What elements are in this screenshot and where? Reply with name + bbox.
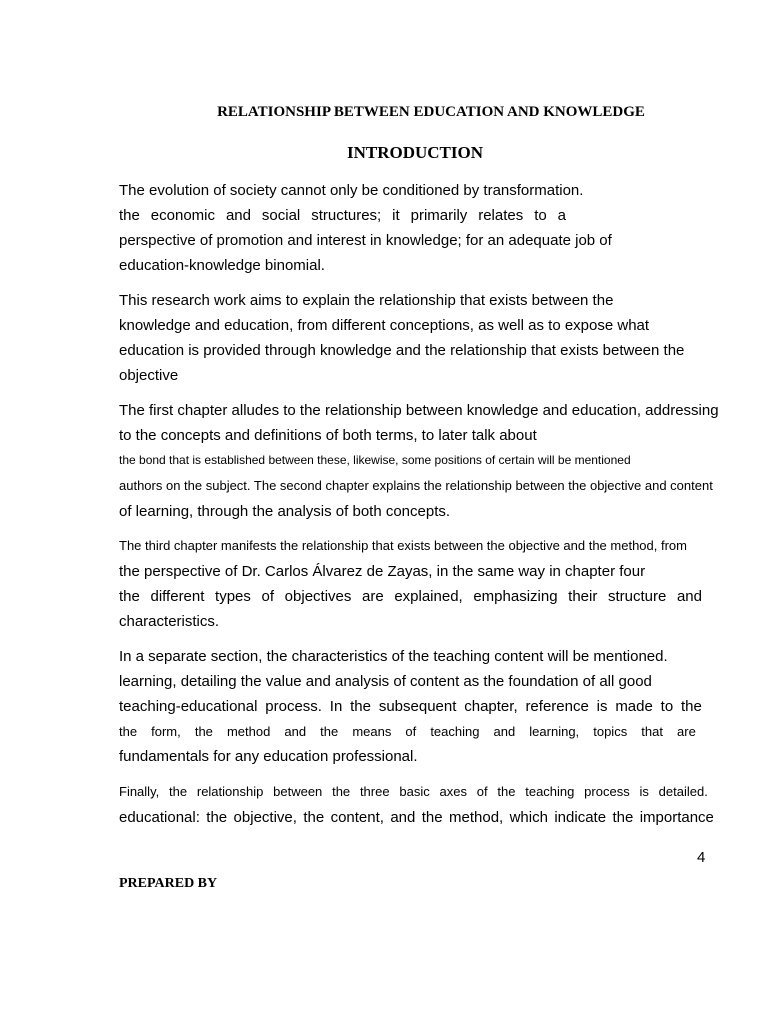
word: importance bbox=[639, 809, 714, 826]
word: objective, bbox=[233, 809, 297, 826]
text-line: fundamentals for any education professional. bbox=[119, 748, 418, 765]
word: the bbox=[119, 207, 140, 224]
word: subsequent bbox=[378, 698, 457, 715]
word: and bbox=[225, 207, 251, 224]
word: types bbox=[215, 588, 251, 605]
word: method bbox=[226, 724, 271, 739]
word: made bbox=[615, 698, 653, 715]
word: form, bbox=[151, 724, 181, 739]
text-line: The first chapter alludes to the relationship between knowledge and education, addressing bbox=[119, 402, 719, 419]
word: the bbox=[119, 724, 138, 739]
word: the bbox=[119, 588, 140, 605]
text-line: In a separate section, the characteristics of the teaching content will be mentioned. bbox=[119, 648, 668, 665]
word: that bbox=[641, 724, 663, 739]
page-number: 4 bbox=[697, 849, 706, 866]
word: the bbox=[320, 724, 339, 739]
word: objectives bbox=[284, 588, 352, 605]
justified-line bbox=[119, 698, 702, 715]
word: chapter, bbox=[464, 698, 518, 715]
text-line: This research work aims to explain the relationship that exists between the bbox=[119, 292, 614, 309]
word: topics bbox=[593, 724, 628, 739]
word: the bbox=[421, 809, 443, 826]
word: teaching-educational bbox=[119, 698, 258, 715]
word: the bbox=[206, 809, 228, 826]
word: three bbox=[359, 784, 390, 799]
word: the bbox=[612, 809, 634, 826]
word: teaching bbox=[430, 724, 480, 739]
prepared-by-label: PREPARED BY bbox=[119, 876, 218, 891]
word: is bbox=[596, 698, 608, 715]
section-heading: INTRODUCTION bbox=[346, 143, 484, 162]
text-line: the perspective of Dr. Carlos Álvarez de Zayas, in the same way in chapter four bbox=[119, 563, 646, 580]
word: different bbox=[150, 588, 205, 605]
word: to bbox=[534, 207, 547, 224]
word: axes bbox=[439, 784, 467, 799]
word: social bbox=[261, 207, 301, 224]
word: are bbox=[362, 588, 384, 605]
word: detailed. bbox=[658, 784, 708, 799]
word: the bbox=[194, 724, 213, 739]
word: learning, bbox=[529, 724, 580, 739]
text-line: of learning, through the analysis of both concepts. bbox=[119, 503, 451, 520]
word: primarily bbox=[410, 207, 468, 224]
word: the bbox=[681, 698, 702, 715]
text-line: The evolution of society cannot only be conditioned by transformation. bbox=[119, 182, 584, 199]
document-title: RELATIONSHIP BETWEEN EDUCATION AND KNOWLEDGE bbox=[217, 104, 645, 120]
text-line: education-knowledge binomial. bbox=[119, 257, 325, 274]
word: and bbox=[493, 724, 516, 739]
justified-line bbox=[119, 809, 714, 826]
word: process. bbox=[265, 698, 322, 715]
word: and bbox=[676, 588, 702, 605]
word: which bbox=[509, 809, 548, 826]
word: between bbox=[273, 784, 323, 799]
text-line: objective bbox=[119, 367, 179, 384]
text-line: to the concepts and definitions of both terms, to later talk about bbox=[119, 427, 537, 444]
justified-line bbox=[119, 784, 708, 799]
word: basic bbox=[399, 784, 430, 799]
word: to bbox=[660, 698, 674, 715]
word: indicate bbox=[554, 809, 607, 826]
text-line: the bond that is established between these, likewise, some positions of certain will be mentioned bbox=[119, 453, 631, 467]
word: structure bbox=[607, 588, 667, 605]
word: emphasizing bbox=[473, 588, 558, 605]
text-line: authors on the subject. The second chapter explains the relationship between the objective and content bbox=[119, 478, 713, 493]
word: structures; bbox=[311, 207, 382, 224]
justified-line bbox=[119, 724, 696, 739]
word: the bbox=[169, 784, 188, 799]
word: content, bbox=[330, 809, 384, 826]
word: and bbox=[284, 724, 307, 739]
word: process bbox=[584, 784, 630, 799]
word: educational: bbox=[119, 809, 200, 826]
text-line: perspective of promotion and interest in knowledge; for an adequate job of bbox=[119, 232, 612, 249]
text-line: learning, detailing the value and analysis of content as the foundation of all good bbox=[119, 673, 652, 690]
text-line: The third chapter manifests the relationship that exists between the objective and the method, from bbox=[119, 538, 687, 553]
text-line: characteristics. bbox=[119, 613, 220, 630]
word: are bbox=[677, 724, 696, 739]
word: the bbox=[497, 784, 516, 799]
word: teaching bbox=[525, 784, 575, 799]
word: the bbox=[303, 809, 325, 826]
word: is bbox=[639, 784, 649, 799]
text-line: education is provided through knowledge and the relationship that exists between the bbox=[119, 342, 685, 359]
justified-line bbox=[119, 588, 702, 605]
word: their bbox=[568, 588, 598, 605]
word: explained, bbox=[394, 588, 463, 605]
word: and bbox=[390, 809, 416, 826]
word: of bbox=[261, 588, 275, 605]
text-line: knowledge and education, from different conceptions, as well as to expose what bbox=[119, 317, 650, 334]
word: economic bbox=[150, 207, 215, 224]
word: a bbox=[557, 207, 566, 224]
word: method, bbox=[449, 809, 504, 826]
word: relates bbox=[478, 207, 524, 224]
word: of bbox=[476, 784, 488, 799]
word: In bbox=[329, 698, 343, 715]
word: of bbox=[405, 724, 417, 739]
word: relationship bbox=[196, 784, 264, 799]
word: the bbox=[350, 698, 371, 715]
word: Finally, bbox=[119, 784, 160, 799]
justified-line bbox=[119, 207, 566, 224]
word: means bbox=[352, 724, 392, 739]
word: the bbox=[332, 784, 351, 799]
word: it bbox=[392, 207, 400, 224]
word: reference bbox=[525, 698, 589, 715]
